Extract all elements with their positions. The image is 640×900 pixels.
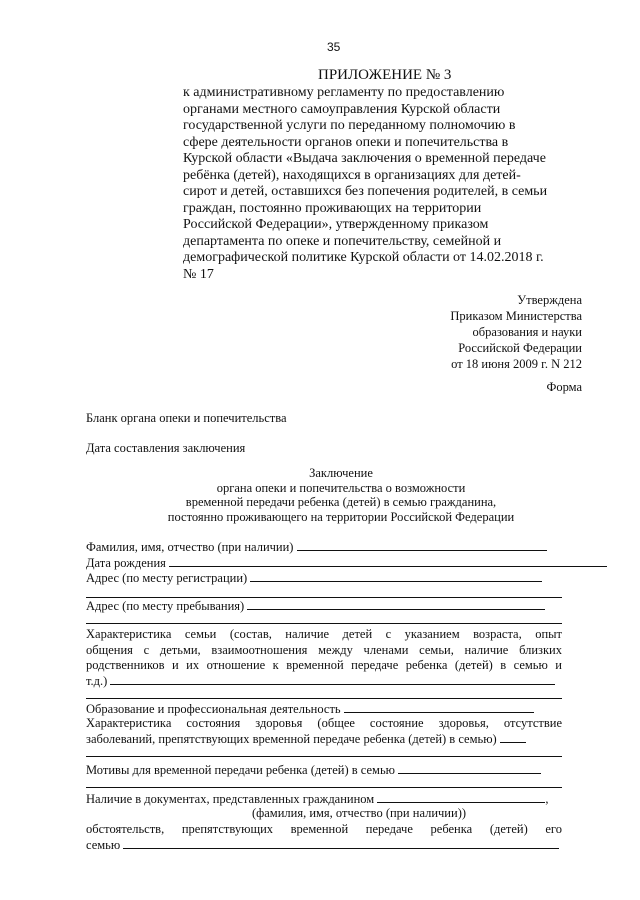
family-end-label: т.д.) xyxy=(86,674,108,688)
appendix-line: государственной услуги по переданному полномочию в xyxy=(183,118,516,133)
conclusion-line: временной передачи ребенка (детей) в семью гражданина, xyxy=(185,495,497,509)
approval-block xyxy=(450,292,582,372)
blank-label: Бланк органа опеки и попечительства xyxy=(86,411,287,425)
approval-line: образования и науки xyxy=(472,325,582,339)
health-label-2: заболеваний, препятствующих временной передаче ребенка (детей) в семью) xyxy=(86,732,497,746)
docs-line[interactable] xyxy=(377,791,545,803)
family-description xyxy=(86,627,562,674)
appendix-text xyxy=(183,85,582,283)
docs-hint: (фамилия, имя, отчество (при наличии)) xyxy=(252,806,467,820)
stay-address-label: Адрес (по месту пребывания) xyxy=(86,599,245,613)
appendix-line: граждан, постоянно проживающих на территории xyxy=(183,200,482,216)
appendix-line: к административному регламенту по предоставлению xyxy=(183,85,505,100)
reg-address-line[interactable] xyxy=(250,570,542,582)
circumstances-label: обстоятельств, препятствующих временной передаче ребенка (детей) его xyxy=(86,822,562,836)
family-line: Характеристика семьи (состав, наличие детей с указанием возраста, опыт xyxy=(86,627,562,641)
motives-label: Мотивы для временной передачи ребенка (детей) в семью xyxy=(86,763,395,777)
family-line-input[interactable] xyxy=(110,673,555,685)
appendix-line: демографической политике Курской области от 14.02.2018 г. xyxy=(183,250,544,265)
reg-address-field[interactable] xyxy=(86,570,542,586)
education-label: Образование и профессиональная деятельность xyxy=(86,702,341,716)
appendix-line: № 17 xyxy=(183,266,214,282)
conclusion-line: Заключение xyxy=(309,466,373,480)
family-line: общения с детьми, взаимоотношения между членами семьи, наличие близких xyxy=(86,642,562,657)
health-label-1: Характеристика состояния здоровья (общее состояние здоровья, отсутствие xyxy=(86,716,562,730)
motives-extra-line[interactable] xyxy=(86,787,562,788)
health-extra-line[interactable] xyxy=(86,756,562,757)
page-number: 35 xyxy=(327,40,341,54)
appendix-line: сфере деятельности органов опеки и попечительства в xyxy=(183,134,509,150)
birth-label: Дата рождения xyxy=(86,556,166,570)
circumstances-line[interactable] xyxy=(123,837,559,849)
motives-field[interactable] xyxy=(86,762,541,778)
approval-line: Утверждена xyxy=(517,293,582,307)
fio-field[interactable] xyxy=(86,539,547,555)
approval-line: Приказом Министерства xyxy=(450,309,582,323)
family-extra-line[interactable] xyxy=(86,698,562,699)
conclusion-line: постоянно проживающего на территории Российской Федерации xyxy=(167,509,515,524)
family-line: родственников и их отношение к временной передаче ребенка (детей) в семью и xyxy=(86,658,562,672)
conclusion-heading xyxy=(86,466,596,524)
date-label: Дата составления заключения xyxy=(86,441,246,455)
appendix-line: органами местного самоуправления Курской области xyxy=(183,101,501,117)
education-field[interactable] xyxy=(86,701,534,717)
docs-field[interactable]: Наличие в документах, представленных гражданином , xyxy=(86,792,549,806)
stay-address-line[interactable] xyxy=(247,598,545,610)
health-field[interactable] xyxy=(86,731,526,747)
appendix-line: департамента по опеке и попечительству, семейной и xyxy=(183,233,502,249)
appendix-line: сирот и детей, оставшихся без попечения родителей, в семьи xyxy=(183,184,548,199)
health-line[interactable] xyxy=(500,731,526,743)
stay-address-field[interactable] xyxy=(86,598,545,614)
birth-line[interactable] xyxy=(169,555,607,567)
form-label: Форма xyxy=(546,380,582,394)
appendix-line: Курской области «Выдача заключения о временной передаче xyxy=(183,151,546,166)
fio-line[interactable] xyxy=(297,539,547,551)
stay-address-extra-line[interactable] xyxy=(86,623,562,624)
motives-line[interactable] xyxy=(398,762,541,774)
appendix-line: Российской Федерации», утвержденному приказом xyxy=(183,217,489,232)
docs-label: Наличие в документах, представленных гражданином xyxy=(86,792,375,806)
circumstances-end-label: семью xyxy=(86,838,121,852)
birth-field[interactable] xyxy=(86,555,607,571)
reg-address-label: Адрес (по месту регистрации) xyxy=(86,571,248,585)
approval-line: Российской Федерации xyxy=(458,341,582,355)
family-field[interactable] xyxy=(86,673,555,689)
conclusion-line: органа опеки и попечительства о возможности xyxy=(216,480,466,495)
approval-line: от 18 июня 2009 г. N 212 xyxy=(451,357,582,371)
education-line[interactable] xyxy=(344,701,534,713)
appendix-line: ребёнка (детей), находящихся в организациях для детей- xyxy=(183,167,521,183)
circumstances-field[interactable] xyxy=(86,837,559,853)
fio-label: Фамилия, имя, отчество (при наличии) xyxy=(86,540,294,554)
appendix-title: ПРИЛОЖЕНИЕ № 3 xyxy=(318,67,452,83)
